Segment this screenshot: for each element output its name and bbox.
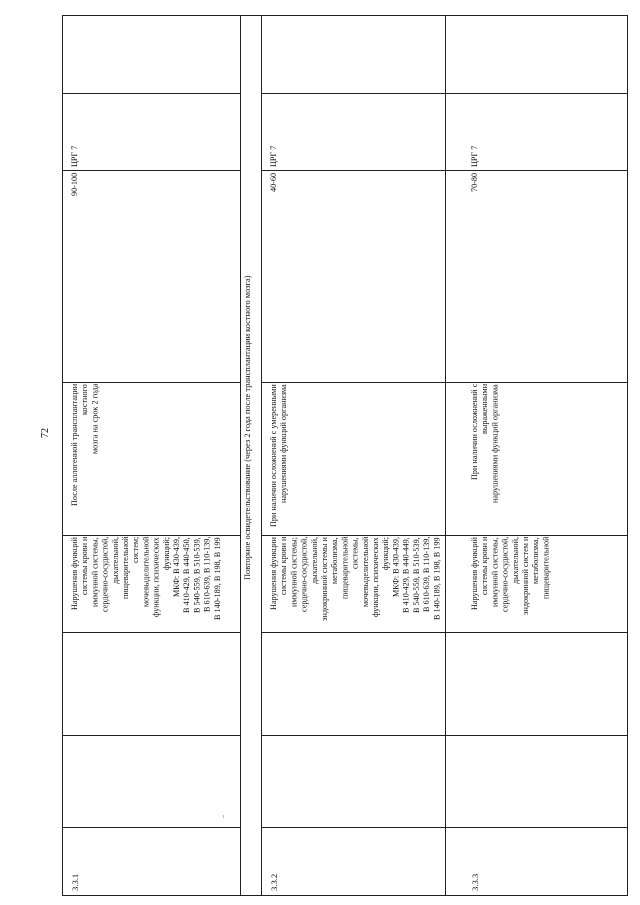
column-divider [261,170,628,171]
row-code: 3.3.2 [269,873,279,891]
condition-text: После аллогенной трансплантации костного мозга на срок 2 года [70,384,100,507]
percent-value: 70-80 [470,173,479,193]
cpg-value: ЦРГ 7 [269,145,278,167]
page-number: 72 [40,428,51,438]
condition-text: При наличии осложнений с умеренными нарушениями функций организма [269,384,289,527]
column-divider [62,632,240,633]
cpg-value: ЦРГ 7 [470,145,479,167]
column-divider [62,170,240,171]
column-divider [261,735,628,736]
column-divider [62,382,240,383]
column-divider [261,632,628,633]
row-code: 3.3.3 [470,873,480,891]
percent-value: 90-100 [70,173,79,197]
row-code: 3.3.1 [70,873,80,891]
table-border-top [62,15,628,16]
column-divider [62,535,240,536]
column-divider [261,535,628,536]
row-divider [240,15,241,896]
column-divider [62,735,240,736]
table-border-bottom [62,895,628,896]
percent-value: 40-60 [269,173,278,193]
condition-text: При наличии осложнений с выраженными нарушениями функций организма [470,384,500,503]
disability-criteria-table [62,15,628,896]
row-divider [261,15,262,896]
impairments-text: Нарушения функций системы крови и иммунной системы, сердечно-сосудистой, дыхательной, пищеварительной систем; мочевыделительной функции, психических функций; МКФ: В 430-439, В 410-429, В 440-450, В 540-559, В 510-539, В 610-639, В 110-139, В 140-189, В 198, В 199 [70,537,222,620]
column-divider [261,382,628,383]
column-divider [62,93,240,94]
table-border-right [627,15,628,896]
impairments-text: Нарушения функций системы крови и иммунной системы, сердечно-сосудистой, дыхательной, эндокринной систем и метаболизма, пищеварительной [470,537,551,616]
scan-speck [223,815,224,818]
row-divider [445,15,446,896]
section-heading: Повторное освидетельствование (через 2 года после трансплантации костного мозга) [243,275,252,580]
cpg-value: ЦРГ 7 [70,145,79,167]
table-border-left [62,15,63,896]
column-divider [261,93,628,94]
column-divider [62,827,240,828]
impairments-text: Нарушения функции системы крови и иммунной системы; сердечно-сосудистой, дыхательной, эндокринной системы и метаболизма, пищеварительной системы, мочевыделительной функции, психических функций; МКФ: В 430-439, В 410-429, В 440-449, В 540-559, В 510-539, В 610-639, В 110-139, В 140-189, В 198, В 199 [269,537,442,621]
column-divider [261,827,628,828]
